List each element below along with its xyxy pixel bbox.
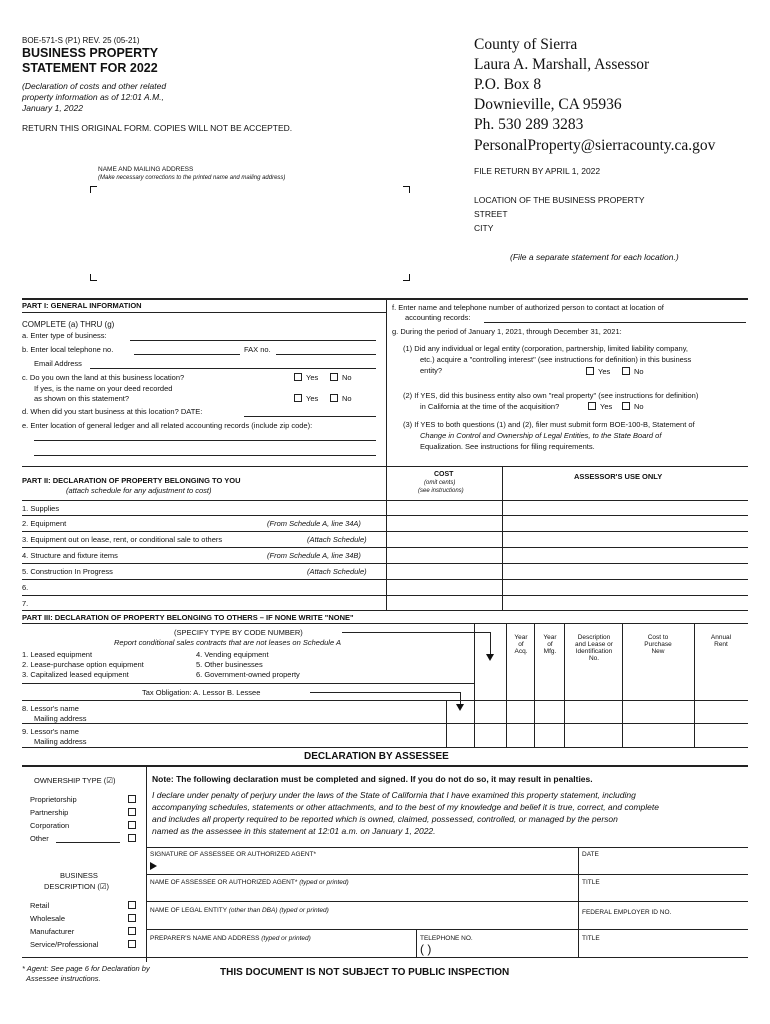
part1-heading-rule (22, 312, 386, 313)
col-year-mfg-l1: Year (543, 634, 557, 641)
col-year-mfg-l2: of (547, 641, 553, 648)
corner-mark-tr (403, 186, 410, 193)
part3-col-div (534, 623, 535, 747)
title-label: TITLE (582, 879, 600, 886)
name-address-note: (Make necessary corrections to the printed name and mailing address) (98, 175, 286, 181)
row-rule (22, 595, 748, 596)
row-rule (22, 515, 748, 516)
preparer-label (150, 935, 311, 942)
phone-field[interactable]: ( ) (420, 942, 432, 956)
preparer-label-sub: (typed or printed) (261, 935, 311, 942)
corner-mark-bl (90, 274, 97, 281)
agent-note-1: * Agent: See page 6 for Declaration by (22, 964, 150, 973)
name-address-label: NAME AND MAILING ADDRESS (98, 166, 194, 173)
email-label: Email Address (34, 359, 82, 368)
specify-arrow-line (342, 632, 490, 633)
fax-field[interactable] (276, 354, 376, 355)
col-year-mfg-l3: Mfg. (543, 648, 557, 655)
cost-see-instructions: (see instructions) (418, 488, 464, 494)
q1-yes-label: Yes (598, 367, 611, 376)
col-cost-new (624, 634, 692, 655)
form-subtitle-line3: January 1, 2022 (22, 103, 83, 113)
assessee-name-label (150, 879, 349, 886)
sig-grid-bottom (22, 957, 748, 958)
q2-no-checkbox[interactable] (622, 402, 630, 410)
cost-column-header: COST (434, 471, 454, 478)
ownership-proprietorship-checkbox[interactable] (128, 795, 136, 803)
telephone-field[interactable] (134, 354, 240, 355)
col-cost-l2: Purchase (644, 641, 672, 648)
sig-grid-rule (146, 874, 748, 875)
row-equipment-note: (From Schedule A, line 34A) (267, 519, 361, 528)
sig-grid-rule (146, 901, 748, 902)
fein-field[interactable] (582, 918, 742, 928)
declaration-divider (146, 766, 147, 962)
col-year-acq-l3: Acq. (514, 648, 528, 655)
own-land-yes-checkbox[interactable] (294, 373, 302, 381)
business-type-label: a. Enter type of business: (22, 331, 107, 340)
row-supplies: 1. Supplies (22, 504, 60, 513)
q3-line3: Equalization. See instructions for filing requirements. (420, 442, 595, 451)
ownership-corporation: Corporation (30, 821, 70, 830)
contact-person-label2: accounting records: (405, 313, 471, 322)
row-rule (22, 563, 748, 564)
ledger-location-field1[interactable] (34, 440, 376, 441)
own-land-label: c. Do you own the land at this business location? (22, 373, 185, 382)
sig-grid-rule (146, 929, 748, 930)
business-manufacturer-checkbox[interactable] (128, 927, 136, 935)
own-land-yes-label: Yes (306, 373, 319, 382)
tax-arrow-stem (460, 692, 461, 704)
row-rule (22, 547, 748, 548)
col-cost-l1: Cost to (647, 634, 669, 641)
ledger-location-field2[interactable] (34, 455, 376, 456)
part3-rule (22, 747, 748, 748)
part2-heading: PART II: DECLARATION OF PROPERTY BELONGING TO YOU (22, 476, 241, 485)
part2-top-rule (22, 466, 748, 467)
street-label: STREET (474, 209, 508, 219)
signature-arrow-icon (150, 862, 157, 870)
signature-field[interactable] (160, 858, 574, 872)
ownership-partnership: Partnership (30, 808, 69, 817)
own-land-no-checkbox[interactable] (330, 373, 338, 381)
code-4: 4. Vending equipment (196, 650, 269, 659)
form-id: BOE-571-S (P1) REV. 25 (05-21) (22, 36, 140, 45)
col-cost-l3: New (651, 648, 665, 655)
business-service-checkbox[interactable] (128, 940, 136, 948)
row-structure-note: (From Schedule A, line 34B) (267, 551, 361, 560)
business-manufacturer: Manufacturer (30, 927, 75, 936)
email-field[interactable] (90, 368, 376, 369)
row-7: 7. (22, 599, 29, 608)
part3-col-div (506, 623, 507, 747)
ownership-other-checkbox[interactable] (128, 834, 136, 842)
col-year-mfg (540, 634, 560, 655)
col-year-acq-l2: of (518, 641, 524, 648)
declaration-line1: I declare under penalty of perjury under the laws of the State of California that I have examined this property statement, including (152, 790, 636, 800)
county-phone: Ph. 530 289 3283 (474, 116, 584, 133)
sig-grid-col (416, 929, 417, 957)
deed-no-label: No (342, 394, 352, 403)
lessor-col (446, 700, 447, 723)
q2-yes-label: Yes (600, 402, 613, 411)
deed-recorded-label1: If yes, is the name on your deed recorded (34, 384, 173, 393)
lessor8-address-label: Mailing address (34, 714, 87, 723)
preparer-field[interactable] (150, 944, 412, 956)
code-6: 6. Government-owned property (196, 670, 300, 679)
county-email: PersonalProperty@sierracounty.ca.gov (474, 137, 716, 154)
declaration-line2: accompanying schedules, statements or other attachments, and to the best of my knowledge and belief it is true, correct, and complete (152, 802, 659, 812)
legal-entity-label (150, 907, 329, 914)
row-construction: 5. Construction In Progress (22, 567, 113, 576)
col-description (566, 634, 622, 662)
part3-rule (22, 683, 474, 684)
part1-divider (386, 298, 387, 466)
return-notice: RETURN THIS ORIGINAL FORM. COPIES WILL NOT BE ACCEPTED. (22, 123, 293, 133)
declaration-rule (22, 765, 748, 767)
col-rent-l1: Annual (710, 634, 732, 641)
preparer-label-text: PREPARER'S NAME AND ADDRESS (150, 935, 260, 942)
sig-grid-rule (146, 847, 748, 848)
start-date-field[interactable] (244, 416, 376, 417)
part1-heading: PART I: GENERAL INFORMATION (22, 301, 142, 310)
preparer-title-field[interactable] (582, 944, 742, 956)
legal-entity-field[interactable] (150, 916, 574, 928)
phone-label: TELEPHONE NO. (420, 935, 473, 942)
q2-no-label: No (634, 402, 644, 411)
q3-line1: (3) If YES to both questions (1) and (2), filer must submit form BOE-100-B, Statement of (403, 420, 695, 429)
lessor9-address-label: Mailing address (34, 737, 87, 746)
declaration-line3: and includes all property required to be reported which is owned, claimed, possessed, controlled, or managed by the person (152, 814, 618, 824)
period-label: g. During the period of January 1, 2021, through December 31, 2021: (392, 327, 622, 336)
row-equipment-leased-note: (Attach Schedule) (307, 535, 367, 544)
form-title-line1: BUSINESS PROPERTY (22, 46, 159, 60)
part2-header-rule (22, 500, 748, 501)
code-1: 1. Leased equipment (22, 650, 93, 659)
row-rule (22, 579, 748, 580)
business-desc-title2: DESCRIPTION (☑) (44, 882, 110, 891)
form-title-line2: STATEMENT FOR 2022 (22, 61, 158, 75)
business-desc-title1: BUSINESS (60, 871, 98, 880)
agent-note-2: Assessee instructions. (26, 974, 101, 983)
contact-person-label1: f. Enter name and telephone number of authorized person to contact at location of (392, 303, 664, 312)
mailing-address-field[interactable] (96, 192, 396, 272)
col-rent-l2: Rent (714, 641, 728, 648)
county-po-box: P.O. Box 8 (474, 76, 542, 93)
deed-no-checkbox[interactable] (330, 394, 338, 402)
preparer-title-label: TITLE (582, 935, 600, 942)
ownership-other-field[interactable] (56, 842, 120, 843)
ownership-partnership-checkbox[interactable] (128, 808, 136, 816)
q3-line2: Change in Control and Ownership of Legal Entities, to the State Board of (420, 431, 662, 440)
col-desc-l2: and Lease or (575, 641, 613, 648)
q1-yes-checkbox[interactable] (586, 367, 594, 375)
assessor-name: Laura A. Marshall, Assessor (474, 56, 650, 73)
part1-top-rule (22, 298, 748, 300)
deed-yes-label: Yes (306, 394, 319, 403)
file-by-date: FILE RETURN BY APRIL 1, 2022 (474, 166, 601, 176)
row-structure: 4. Structure and fixture items (22, 551, 118, 560)
fein-label: FEDERAL EMPLOYER ID NO. (582, 909, 672, 916)
report-conditional: Report conditional sales contracts that are not leases on Schedule A (114, 638, 341, 647)
q1-no-checkbox[interactable] (622, 367, 630, 375)
business-service: Service/Professional (30, 940, 99, 949)
col-desc-l1: Description (577, 634, 611, 641)
q2-line1: (2) If YES, did this business entity also own "real property" (see instructions for definition) (403, 391, 699, 400)
lessor8-name-label: 8. Lessor's name (22, 704, 79, 713)
assessee-name-label-sub: (typed or printed) (299, 879, 349, 886)
q2-line2: in California at the time of the acquisition? (420, 402, 560, 411)
specify-type: (SPECIFY TYPE BY CODE NUMBER) (174, 628, 303, 637)
separate-statement-note: (File a separate statement for each location.) (510, 252, 679, 262)
fax-label: FAX no. (244, 345, 271, 354)
lessor-fields[interactable] (100, 704, 440, 744)
part3-col-div (474, 623, 475, 747)
signature-label: SIGNATURE OF ASSESSEE OR AUTHORIZED AGENT* (150, 851, 317, 858)
business-retail-checkbox[interactable] (128, 901, 136, 909)
tax-obligation: Tax Obligation: A. Lessor B. Lessee (142, 688, 261, 697)
ownership-corporation-checkbox[interactable] (128, 821, 136, 829)
code-2: 2. Lease-purchase option equipment (22, 660, 144, 669)
deed-yes-checkbox[interactable] (294, 394, 302, 402)
code-3: 3. Capitalized leased equipment (22, 670, 129, 679)
part2-subheading: (attach schedule for any adjustment to cost) (66, 486, 212, 495)
ownership-proprietorship: Proprietorship (30, 795, 77, 804)
assessee-name-field[interactable] (150, 888, 574, 900)
part3-heading: PART III: DECLARATION OF PROPERTY BELONGING TO OTHERS – IF NONE WRITE "NONE" (22, 613, 354, 622)
contact-person-field[interactable] (484, 322, 746, 323)
telephone-label: b. Enter local telephone no. (22, 345, 114, 354)
col-year-acq-l1: Year (514, 634, 528, 641)
legal-entity-label-text: NAME OF LEGAL ENTITY (150, 907, 227, 914)
part3-col-div (694, 623, 695, 747)
title-field[interactable] (582, 888, 742, 900)
business-wholesale-checkbox[interactable] (128, 914, 136, 922)
arrow-down-icon (456, 704, 464, 711)
cost-input-column[interactable] (387, 501, 501, 609)
col-annual-rent (696, 634, 746, 648)
corner-mark-br (403, 274, 410, 281)
ownership-other: Other (30, 834, 49, 843)
declaration-heading: DECLARATION BY ASSESSEE (304, 751, 449, 762)
declaration-note: Note: The following declaration must be completed and signed. If you do not do so, it may result in penalties. (152, 774, 593, 784)
lessor9-name-label: 9. Lessor's name (22, 727, 79, 736)
county-city: Downieville, CA 95936 (474, 96, 622, 113)
part3-top-rule (22, 623, 748, 624)
part2-divider-assessor (502, 466, 503, 611)
part3-col-div (564, 623, 565, 747)
ledger-location-label: e. Enter location of general ledger and all related accounting records (include zip code): (22, 421, 313, 430)
declaration-line4: named as the assessee in this statement at 12:01 a.m. on January 1, 2022. (152, 826, 436, 836)
assessor-use-header: ASSESSOR'S USE ONLY (574, 472, 663, 481)
row-rule (22, 610, 748, 611)
part3-rule (22, 700, 748, 701)
code-5: 5. Other businesses (196, 660, 263, 669)
county-name: County of Sierra (474, 36, 578, 53)
business-type-field[interactable] (130, 340, 376, 341)
col-desc-l3: Identification (575, 648, 613, 655)
q1-no-label: No (634, 367, 644, 376)
q1-line1: (1) Did any individual or legal entity (corporation, partnership, limited liability company, (403, 344, 688, 353)
own-land-no-label: No (342, 373, 352, 382)
row-6: 6. (22, 583, 29, 592)
legal-entity-label-sub: (other than DBA) (typed or printed) (228, 907, 329, 914)
not-public-notice: THIS DOCUMENT IS NOT SUBJECT TO PUBLIC INSPECTION (220, 967, 510, 978)
specify-arrow-stem (490, 632, 491, 654)
start-date-label: d. When did you start business at this location? DATE: (22, 407, 203, 416)
assessee-name-label-text: NAME OF ASSESSEE OR AUTHORIZED AGENT* (150, 879, 298, 886)
date-field[interactable] (582, 858, 742, 872)
city-label: CITY (474, 223, 494, 233)
lessor-col (446, 723, 447, 747)
part1-complete: COMPLETE (a) THRU (g) (22, 320, 115, 329)
col-year-acq (512, 634, 530, 655)
date-label: DATE (582, 851, 599, 858)
arrow-down-icon (486, 654, 494, 661)
q2-yes-checkbox[interactable] (588, 402, 596, 410)
q1-line3: entity? (420, 366, 443, 375)
form-subtitle-line2: property information as of 12:01 A.M., (22, 92, 164, 102)
tax-arrow-line (310, 692, 460, 693)
location-label: LOCATION OF THE BUSINESS PROPERTY (474, 195, 645, 205)
row-equipment: 2. Equipment (22, 519, 67, 528)
row-equipment-leased: 3. Equipment out on lease, rent, or conditional sale to others (22, 535, 223, 544)
q1-line2: etc.) acquire a "controlling interest" (see instructions for definition) in this business (420, 355, 692, 364)
deed-recorded-label2: as shown on this statement? (34, 394, 130, 403)
business-wholesale: Wholesale (30, 914, 66, 923)
part3-col-div (622, 623, 623, 747)
col-desc-l4: No. (588, 655, 600, 662)
form-subtitle-line1: (Declaration of costs and other related (22, 81, 167, 91)
sig-grid-col (578, 847, 579, 957)
row-construction-note: (Attach Schedule) (307, 567, 367, 576)
ownership-title: OWNERSHIP TYPE (☑) (34, 776, 116, 785)
business-retail: Retail (30, 901, 50, 910)
row-rule (22, 531, 748, 532)
cost-omit-cents: (omit cents) (424, 480, 456, 486)
